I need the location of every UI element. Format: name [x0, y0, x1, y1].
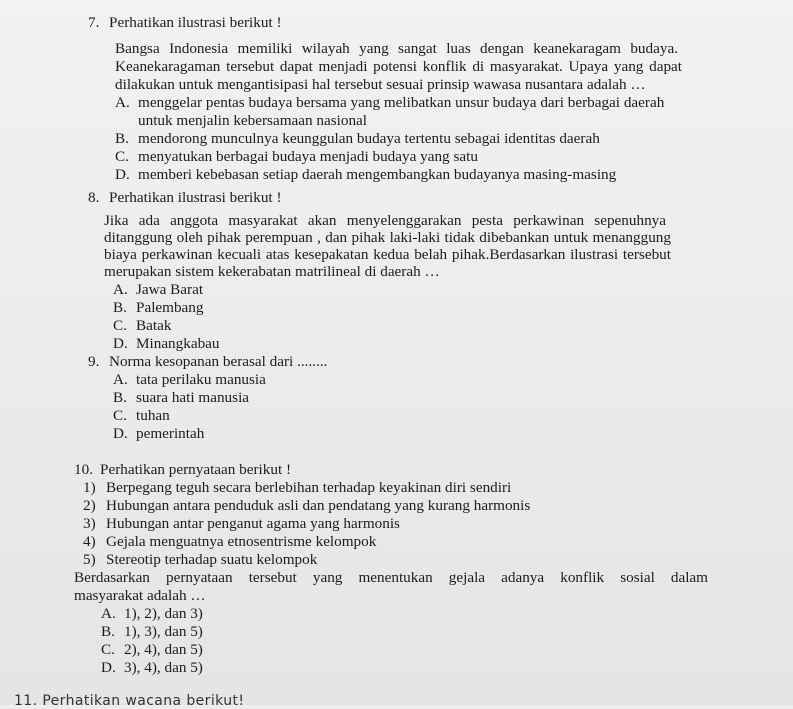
statement-text: Gejala menguatnya etnosentrisme kelompok	[106, 533, 377, 550]
statement-text: Berpegang teguh secara berlebihan terhadap keyakinan diri sendiri	[106, 479, 512, 496]
passage-line: biaya perkawinan kecuali atas kesepakatan kedua belah pihak.Berdasarkan ilustrasi tersebut	[104, 246, 671, 263]
question-prompt: Perhatikan pernyataan berikut !	[100, 461, 292, 478]
option-letter: C.	[113, 317, 127, 334]
option-text: memberi kebebasan setiap daerah mengembangkan budayanya masing-masing	[138, 166, 617, 183]
option-letter: B.	[113, 389, 127, 406]
passage-line: merupakan sistem kekerabatan matrilineal di daerah …	[104, 263, 440, 280]
option-letter: D.	[113, 425, 128, 442]
statement-number: 1)	[83, 479, 96, 496]
option-text: 1), 2), dan 3)	[124, 605, 203, 622]
option-text: Minangkabau	[136, 335, 220, 352]
question-number: 7.	[88, 14, 100, 31]
option-text: tata perilaku manusia	[136, 371, 266, 388]
option-text: 3), 4), dan 5)	[124, 659, 203, 676]
statement-number: 2)	[83, 497, 96, 514]
option-text: menyatukan berbagai budaya menjadi budaya yang satu	[138, 148, 478, 165]
option-letter: B.	[115, 130, 129, 147]
passage-line: dilakukan untuk mengantisipasi hal tersebut sesuai prinsip wawasa nusantara adalah …	[115, 76, 646, 93]
passage-line: Jika ada anggota masyarakat akan menyelenggarakan pesta perkawinan sepenuhnya	[104, 212, 666, 229]
option-letter: D.	[115, 166, 130, 183]
option-letter: C.	[101, 641, 115, 658]
option-text: mendorong munculnya keunggulan budaya tertentu sebagai identitas daerah	[138, 130, 600, 147]
option-text: menggelar pentas budaya bersama yang melibatkan unsur budaya dari berbagai daerah	[138, 94, 665, 111]
question-11-cutoff: 11. Perhatikan wacana berikut!	[14, 693, 245, 709]
statement-number: 3)	[83, 515, 96, 532]
option-letter: B.	[101, 623, 115, 640]
statement-text: Hubungan antar penganut agama yang harmonis	[106, 515, 400, 532]
option-letter: A.	[113, 371, 128, 388]
option-letter: B.	[113, 299, 127, 316]
option-letter: A.	[115, 94, 130, 111]
statement-number: 5)	[83, 551, 96, 568]
question-prompt: Perhatikan ilustrasi berikut !	[109, 14, 282, 31]
passage-line: Bangsa Indonesia memiliki wilayah yang sangat luas dengan keanekaragam budaya.	[115, 40, 678, 57]
option-text: pemerintah	[136, 425, 205, 442]
question-number: 10.	[74, 461, 93, 478]
option-letter: C.	[113, 407, 127, 424]
option-text: 1), 3), dan 5)	[124, 623, 203, 640]
option-text: Batak	[136, 317, 172, 334]
option-letter: A.	[113, 281, 128, 298]
question-prompt: Perhatikan ilustrasi berikut !	[109, 189, 282, 206]
option-letter: D.	[101, 659, 116, 676]
option-text: Jawa Barat	[136, 281, 204, 298]
question-number: 9.	[88, 353, 100, 370]
option-text: untuk menjalin kebersamaan nasional	[138, 112, 368, 129]
option-text: 2), 4), dan 5)	[124, 641, 203, 658]
passage-line: masyarakat adalah …	[74, 587, 206, 604]
option-letter: A.	[101, 605, 116, 622]
option-text: suara hati manusia	[136, 389, 250, 406]
passage-line: ditanggung oleh pihak perempuan , dan pihak laki-laki tidak dibebankan untuk menanggung	[104, 229, 671, 246]
statement-text: Hubungan antara penduduk asli dan pendatang yang kurang harmonis	[106, 497, 531, 514]
statement-text: Stereotip terhadap suatu kelompok	[106, 551, 318, 568]
question-prompt: Norma kesopanan berasal dari ........	[109, 353, 328, 370]
option-letter: C.	[115, 148, 129, 165]
option-text: tuhan	[136, 407, 170, 424]
passage-line: Berdasarkan pernyataan tersebut yang menentukan gejala adanya konflik sosial dalam	[74, 569, 708, 586]
option-text: Palembang	[136, 299, 204, 316]
question-number: 8.	[88, 189, 100, 206]
option-letter: D.	[113, 335, 128, 352]
passage-line: Keanekaragaman tersebut dapat menjadi potensi konflik di masyarakat. Upaya yang dapat	[115, 58, 682, 75]
statement-number: 4)	[83, 533, 96, 550]
